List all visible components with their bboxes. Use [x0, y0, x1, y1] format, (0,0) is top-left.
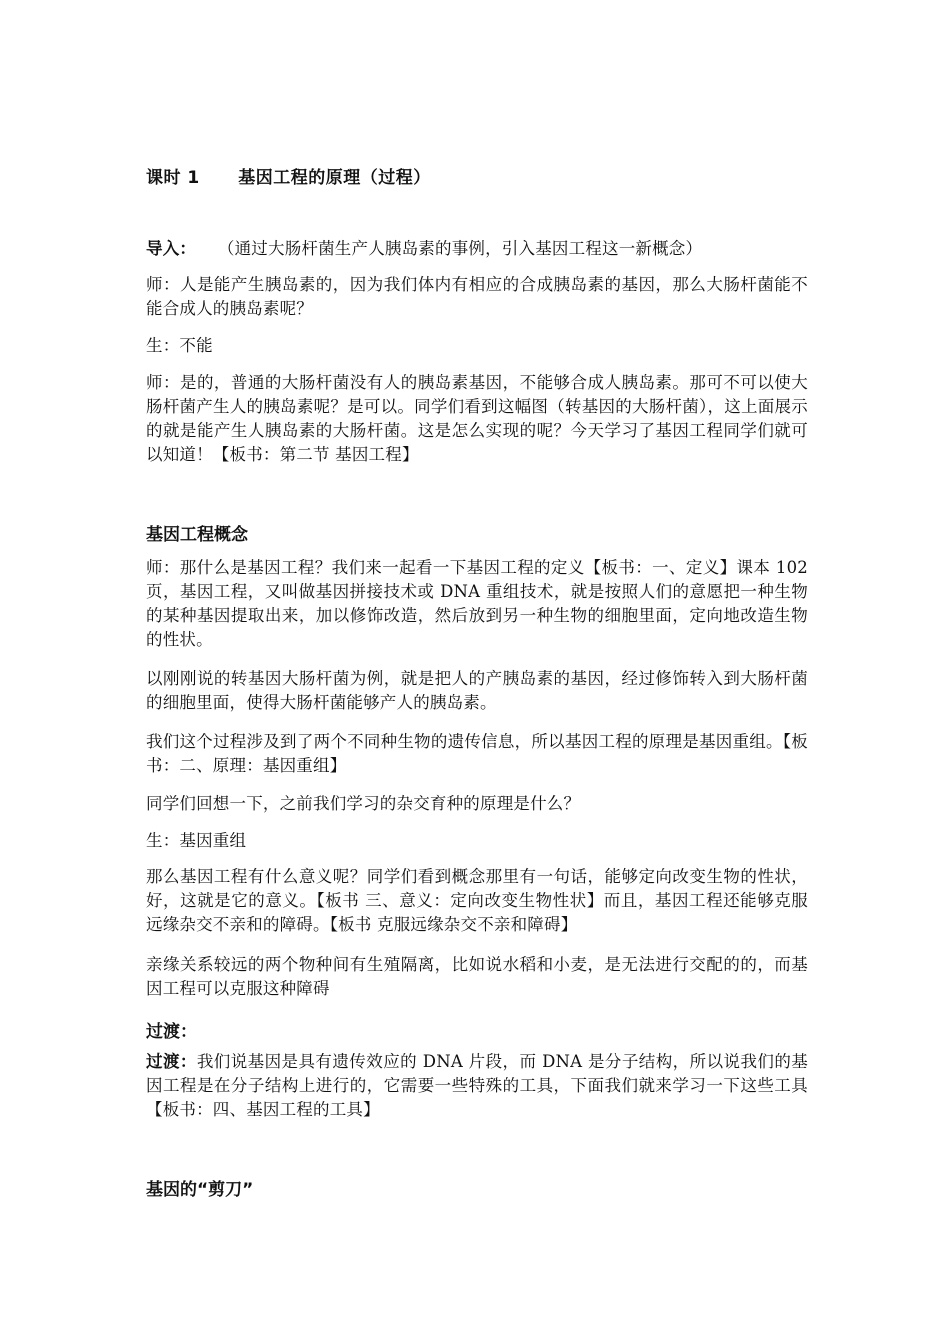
intro-paragraph-3: 师：是的，普通的大肠杆菌没有人的胰岛素基因，不能够合成人胰岛素。那可不可以使大肠杆菌产生人的胰岛素呢？是可以。同学们看到这幅图（转基因的大肠杆菌），这上面展示的就是能产生人胰岛素的大肠杆菌。这是怎么实现的呢？今天学习了基因工程同学们就可以知道！【板书：第二节 基因工程】 — [146, 373, 808, 464]
intro-line — [146, 237, 808, 261]
concept-heading: 基因工程概念 — [146, 525, 248, 545]
concept-paragraph-3: 我们这个过程涉及到了两个不同种生物的遗传信息，所以基因工程的原理是基因重组。【板书：二、原理：基因重组】 — [146, 732, 808, 775]
concept-paragraph-1: 师：那什么是基因工程？我们来一起看一下基因工程的定义【板书：一、定义】课本 102 页，基因工程，又叫做基因拼接技术或 DNA 重组技术，就是按照人们的意愿把一种生物的某种基因提取出来，加以修饰改造，然后放到另一种生物的细胞里面，定向地改造生物的性状。 — [146, 558, 808, 649]
intro-note: （通过大肠杆菌生产人胰岛素的事例，引入基因工程这一新概念） — [196, 239, 703, 258]
concept-paragraph-4: 同学们回想一下，之前我们学习的杂交育种的原理是什么？ — [146, 794, 581, 813]
scissors-heading: 基因的“剪刀” — [146, 1180, 254, 1200]
lesson-title: 课时 1 基因工程的原理（过程） — [146, 168, 431, 188]
intro-paragraph-1: 师：人是能产生胰岛素的，因为我们体内有相应的合成胰岛素的基因，那么大肠杆菌能不能合成人的胰岛素呢？ — [146, 275, 808, 318]
concept-paragraph-6: 那么基因工程有什么意义呢？同学们看到概念那里有一句话，能够定向改变生物的性状，好，这就是它的意义。【板书 三、意义：定向改变生物性状】而且，基因工程还能够克服远缘杂交不亲和的障碍。【板书 克服远缘杂交不亲和障碍】 — [146, 867, 808, 934]
transition-text: 我们说基因是具有遗传效应的 DNA 片段，而 DNA 是分子结构，所以说我们的基因工程是在分子结构上进行的，它需要一些特殊的工具，下面我们就来学习一下这些工具【板书：四、基因工程的工具】 — [146, 1052, 808, 1119]
intro-paragraph-2: 生：不能 — [146, 336, 213, 355]
intro-label: 导入： — [146, 239, 197, 258]
concept-paragraph-7: 亲缘关系较远的两个物种间有生殖隔离，比如说水稻和小麦，是无法进行交配的的，而基因工程可以克服这种障碍 — [146, 955, 808, 998]
transition-label: 过渡： — [146, 1052, 197, 1071]
concept-paragraph-5: 生：基因重组 — [146, 831, 247, 850]
transition-heading: 过渡： — [146, 1022, 197, 1042]
transition-paragraph — [146, 1050, 808, 1122]
concept-paragraph-2: 以刚刚说的转基因大肠杆菌为例，就是把人的产胰岛素的基因，经过修饰转入到大肠杆菌的细胞里面，使得大肠杆菌能够产人的胰岛素。 — [146, 669, 808, 712]
